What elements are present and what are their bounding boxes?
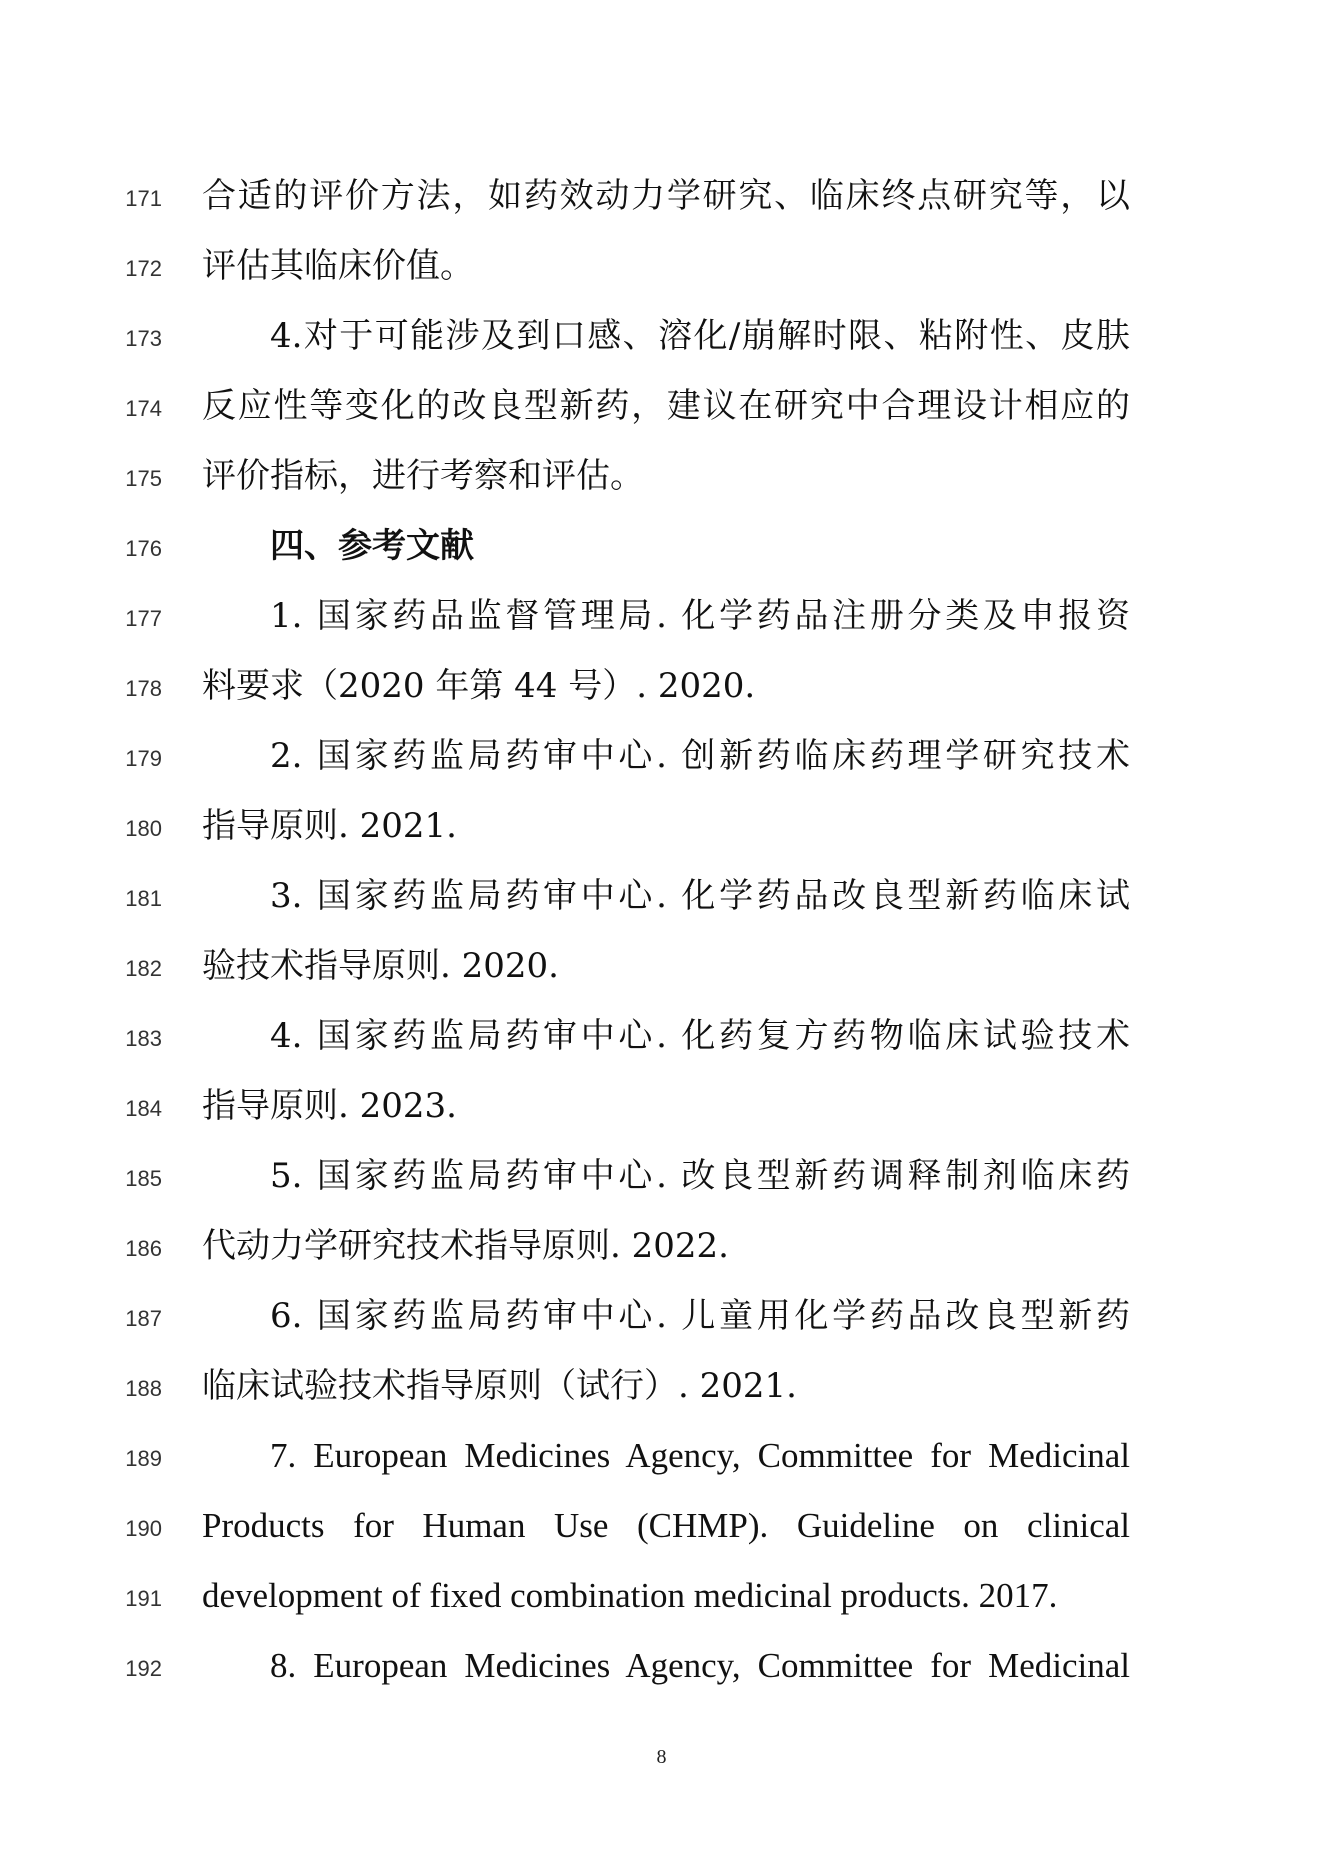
line-number: 176 — [125, 536, 162, 561]
reference-text: 6. 国家药监局药审中心. 儿童用化学药品改良型新药 — [270, 1296, 1130, 1336]
reference-text: development of fixed combination medicinal products. 2017. — [202, 1576, 1058, 1615]
line-number: 183 — [125, 1026, 162, 1051]
page-number: 8 — [656, 1746, 667, 1768]
text-line — [0, 586, 1323, 656]
reference-text: 5. 国家药监局药审中心. 改良型新药调释制剂临床药 — [270, 1156, 1130, 1196]
text-line — [0, 1006, 1323, 1076]
reference-text: 料要求（2020 年第 44 号）. 2020. — [202, 666, 756, 706]
line-number: 184 — [125, 1096, 162, 1121]
reference-text: 验技术指导原则. 2020. — [202, 946, 559, 986]
line-number: 181 — [125, 886, 162, 911]
text-line — [0, 1076, 1323, 1146]
line-text: 合适的评价方法，如药效动力学研究、临床终点研究等，以 — [202, 176, 1130, 216]
line-number: 180 — [125, 816, 162, 841]
text-line — [0, 306, 1323, 376]
reference-text: 2. 国家药监局药审中心. 创新药临床药理学研究技术 — [270, 736, 1130, 776]
line-text: 评估其临床价值。 — [202, 246, 474, 286]
line-number: 188 — [125, 1376, 162, 1401]
line-number: 182 — [125, 956, 162, 981]
text-line — [0, 1286, 1323, 1356]
text-line — [0, 656, 1323, 726]
line-number: 179 — [125, 746, 162, 771]
text-line — [0, 1216, 1323, 1286]
line-number: 178 — [125, 676, 162, 701]
line-number: 175 — [125, 466, 162, 491]
reference-text: 指导原则. 2023. — [202, 1086, 457, 1126]
reference-text: Products for Human Use (CHMP). Guideline on clinical — [202, 1506, 1130, 1545]
line-number: 171 — [125, 186, 162, 211]
line-text: 评价指标，进行考察和评估。 — [202, 456, 644, 496]
reference-text: 临床试验技术指导原则（试行）. 2021. — [202, 1366, 797, 1406]
text-line — [0, 1566, 1323, 1636]
line-number: 190 — [125, 1516, 162, 1541]
text-line — [0, 726, 1323, 796]
line-number: 172 — [125, 256, 162, 281]
text-line — [0, 866, 1323, 936]
text-line — [0, 376, 1323, 446]
reference-text: 代动力学研究技术指导原则. 2022. — [202, 1226, 729, 1266]
text-line — [0, 236, 1323, 306]
text-line — [0, 166, 1323, 236]
text-line — [0, 1426, 1323, 1496]
section-heading: 四、参考文献 — [270, 526, 474, 566]
line-text: 反应性等变化的改良型新药，建议在研究中合理设计相应的 — [202, 386, 1130, 426]
reference-text: 8. European Medicines Agency, Committee for Medicinal — [270, 1646, 1130, 1685]
text-line — [0, 796, 1323, 866]
reference-text: 指导原则. 2021. — [202, 806, 457, 846]
text-line — [0, 1146, 1323, 1216]
line-number: 186 — [125, 1236, 162, 1261]
reference-text: 3. 国家药监局药审中心. 化学药品改良型新药临床试 — [270, 876, 1130, 916]
line-number: 185 — [125, 1166, 162, 1191]
line-number: 177 — [125, 606, 162, 631]
text-line — [0, 446, 1323, 516]
line-number: 191 — [125, 1586, 162, 1611]
line-number: 173 — [125, 326, 162, 351]
line-text: 4.对于可能涉及到口感、溶化/崩解时限、粘附性、皮肤 — [270, 316, 1130, 356]
reference-text: 7. European Medicines Agency, Committee for Medicinal — [270, 1436, 1130, 1475]
line-number: 192 — [125, 1656, 162, 1681]
line-number: 189 — [125, 1446, 162, 1471]
text-line — [0, 936, 1323, 1006]
line-number: 174 — [125, 396, 162, 421]
reference-text: 1. 国家药品监督管理局. 化学药品注册分类及申报资 — [270, 596, 1130, 636]
text-line — [0, 1496, 1323, 1566]
text-line — [0, 1356, 1323, 1426]
text-line — [0, 1636, 1323, 1706]
reference-text: 4. 国家药监局药审中心. 化药复方药物临床试验技术 — [270, 1016, 1130, 1056]
section-heading-line — [0, 516, 1323, 586]
line-number: 187 — [125, 1306, 162, 1331]
